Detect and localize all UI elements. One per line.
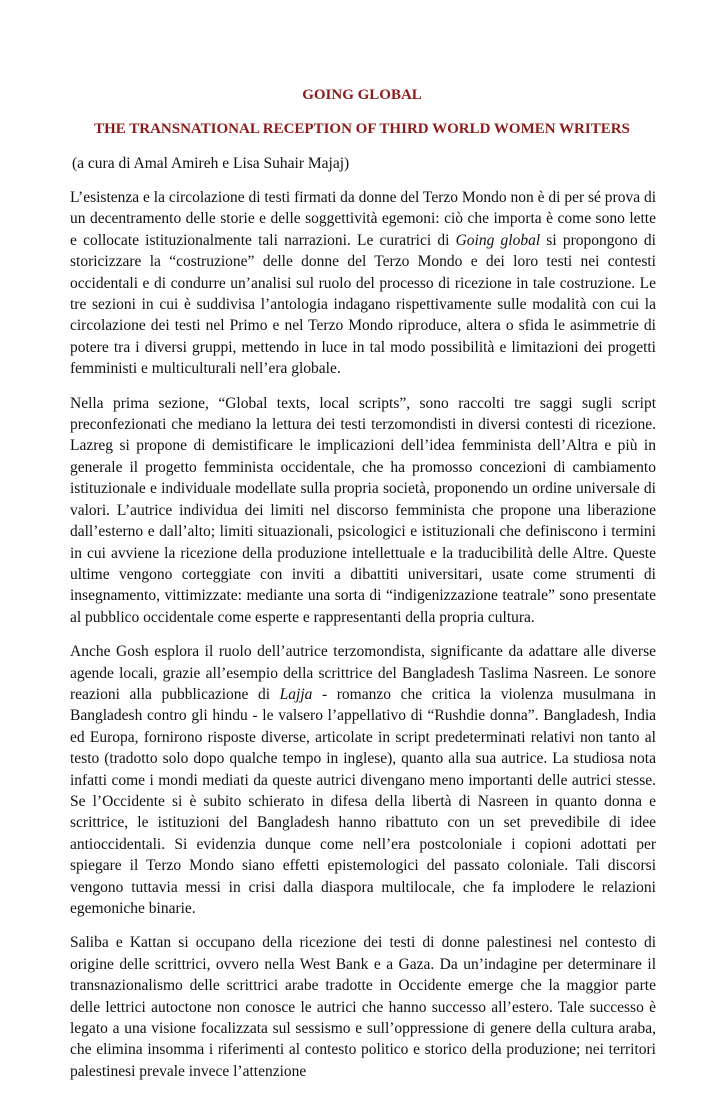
paragraph-3: Anche Gosh esplora il ruolo dell’autrice terzomondista, significante da adattare alle diverse agende locali, grazie all’esempio della scrittrice del Bangladesh Taslima Nasreen. Le sonore reazioni alla pubblicazione di Lajja - romanzo che critica la violenza musulmana in Bangladesh contro gli hindu - le valsero l’appellativo di “Rushdie donna”. Bangladesh, India ed Europa, fornirono risposte diverse, articolate in script predeterminati relativi non tanto al testo (tradotto solo dopo qualche tempo in inglese), quanto alla sua autrice. La studiosa nota infatti come i mondi mediati da queste autrici divengano meno importanti delle autrici stesse. Se l’Occidente si è subito schierato in difesa della libertà di Nasreen in quanto donna e scrittrice, le istituzioni del Bangladesh hanno ribattuto con un set prevedibile di idee antioccidentali. Si evidenzia dunque come nell’era postcoloniale i copioni adottati per spiegare il Terzo Mondo siano effetti epistemologici del passato coloniale. Tali discorsi vengono tuttavia messi in crisi dalla diaspora multilocale, che fa implodere le relazioni egemoniche binarie. [70, 643, 656, 917]
paragraph-2: Nella prima sezione, “Global texts, local scripts”, sono raccolti tre saggi sugli script preconfezionati che mediano la lettura dei testi terzomondisti in diversi contesti di ricezione. Lazreg si propone di demistificare le implicazioni dell’idea femminista dell’Altra e più in generale il progetto femminista occidentale, che ha promosso concezioni di cambiamento istituzionale e individuale modellate sulla propria società, proponendo un ordine universale di valori. L’autrice individua dei limiti nel discorso femminista che propone una liberazione dall’esterno e dall’alto; limiti situazionali, psicologici e istituzionali che definiscono i termini in cui avviene la ricezione della produzione intellettuale e la traducibilità delle Altre. Queste ultime vengono corteggiate con inviti a dibattiti universitari, usate come strumenti di insegnamento, vittimizzate: mediante una sorta di “indigenizzazione teatrale” sono presentate al pubblico occidentale come esperte e rappresentanti della propria cultura. [70, 394, 656, 626]
editors-line: (a cura di Amal Amireh e Lisa Suhair Majaj) [72, 155, 350, 172]
document-title: GOING GLOBAL [302, 87, 422, 103]
document-subtitle: THE TRANSNATIONAL RECEPTION OF THIRD WORLD WOMEN WRITERS [94, 121, 630, 137]
novel-title: Lajja [279, 685, 313, 703]
paragraph-4: Saliba e Kattan si occupano della ricezione dei testi di donne palestinesi nel contesto di origine delle scrittrici, ovvero nella West Bank e a Gaza. Da un’indagine per determinare il transnazionalismo delle scrittrici arabe tradotte in Occidente emerge che la maggior parte delle lettrici autoctone non conosce le autrici che hanno successo all’estero. Tale successo è legato a una visione focalizzata sul sessismo e sull’oppressione di genere della cultura araba, che elimina insomma i riferimenti al contesto politico e storico della produzione; nei territori palestinesi prevale invece l’attenzione [70, 934, 656, 1080]
paragraph-1: L’esistenza e la circolazione di testi firmati da donne del Terzo Mondo non è di per sé prova di un decentramento delle storie e delle soggettività egemoni: ciò che importa è come sono lette e collocate istituzionalmente tali narrazioni. Le curatrici di Going global si propongono di storicizzare la “costruzione” delle donne del Terzo Mondo e dei loro testi nei contesti occidentali e di condurre un’analisi sul ruolo del processo di ricezione in tale costruzione. Le tre sezioni in cui è suddivisa l’antologia indagano rispettivamente sulle modalità con cui la circolazione dei testi nel Primo e nel Terzo Mondo riproduce, altera o sfida le asimmetrie di potere tra i diversi gruppi, mettendo in luce in tal modo possibilità e limitazioni dei progetti femministi e multiculturali nell’era globale. [70, 189, 657, 378]
document-body [70, 187, 656, 1095]
book-title: Going global [455, 231, 541, 249]
